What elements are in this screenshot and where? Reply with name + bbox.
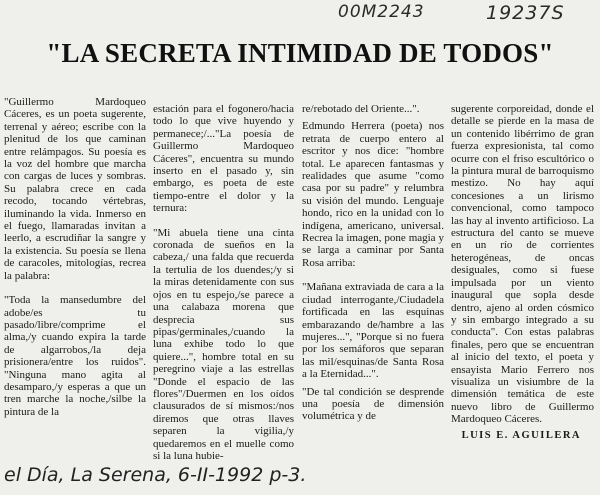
paragraph: "Toda la mansedumbre del adobe/es tu pasado/libre/comprime el alma,/y cuando expira la tarde de algarrobos,/la deja prisionera/entre los ruidos". "Ninguna mano agita al desamparo,/y esperas a que un tren marche la noche,/silbe la pintura de la	[4, 294, 146, 418]
paragraph: "Mi abuela tiene una cinta coronada de sueños en la cabeza,/ una falda que recuerda la tertulia de los duendes;/y si la miras detenidamente con sus ojos en tu espejo,/se parece a una calabaza morena que desprecia sus pipas/germinales,/cuando la luna exhibe todo lo que quiere...", hombre total en su peregrino viaje a las estrellas "Donde el espacio de las flores"/Duermen en los oídos clausurados de sí mismos:/nos diremos que otras llaves separen la vigilia,/y quedaremos en el muelle como si la luna hubie-	[153, 226, 294, 462]
author-byline: LUIS E. AGUILERA	[461, 430, 581, 441]
article-column-3	[302, 103, 444, 428]
handwritten-source-note: el Día, La Serena, 6-II-1992 p-3.	[4, 464, 307, 486]
article-column-2	[153, 103, 294, 467]
paragraph: "De tal condición se desprende una poesía de dimensión volumétrica y de	[302, 385, 444, 423]
paragraph: "Mañana extraviada de cara a la ciudad interrogante,/Ciudadela fortificada en las esquinas embarazando de/hambre a las mujeres...", "Porque si no fuera por los semáforos que separan las mil/esquinas/de Santa Rosa a la Eternidad...".	[302, 281, 444, 381]
paragraph: estación para el fogonero/hacia todo lo que vive huyendo y permanece;/..."La poesía de Guillermo Mardoqueo Cáceres", encuentra su mundo inserto en el pasado y, sin embargo, es poeta de este tiempo-entre el dolor y la ternura:	[153, 103, 294, 215]
paragraph: sugerente corporeidad, donde el detalle se pierde en la masa de un contenido libérrimo de gran fuerza expresionista, tal como ocurre con el friso escultórico o la pintura mural de barroquismo mestizo. No hay aquí concesiones a un lirismo convencional, como tampoco las hay al invento artificioso. La estructura del canto se mueve en un río de corrientes heterogéneas, de oncas desiguales, como si fuese impulsada por un viento inaugural que sopla desde dentro, ajeno al orden cósmico y sin embargo integrado a su conducta". Con estas palabras finales, pero que se encuentran al inicio del texto, el poeta y ensayista Mario Ferrero nos visualiza un visiumbre de la dimensión temática de este nuevo libro de Guillermo Mardoqueo Cáceres.	[451, 103, 594, 426]
article-column-1	[4, 96, 146, 423]
article-column-4	[451, 103, 594, 431]
article-title: "LA SECRETA INTIMIDAD DE TODOS"	[46, 38, 554, 68]
paragraph: Edmundo Herrera (poeta) nos retrata de cuerpo entero al escritor y nos dice: "hombre total. Le aparecen fantasmas y realidades que asume "como casa por su padre" y relumbra su visión del mundo. Lenguaje hondo, rico en la unidad con lo indígena, americano, universal. Recrea la imagen, pone magia y se larga a caminar por Santa Rosa arriba:	[302, 120, 444, 269]
paragraph: re/rebotado del Oriente...".	[302, 103, 420, 115]
handwritten-number: 19237S	[486, 2, 565, 24]
handwritten-id-code: 00M2243	[338, 2, 425, 22]
paragraph: "Guillermo Mardoqueo Cáceres, es un poeta sugerente, terrenal y aéreo; escribe con la plenitud de los que caminan entre relámpagos. Su poesía es la voz del hombre que marcha con cargas de luces y sombras. Su palabra crece en cada recodo, tocando vértebras, iluminando la vida. Inmerso en el fuego, llamaradas invitan a leerlo, a escrudiñar la sangre y la existencia. Su poesía se llena de caracoles, mitologías, recrea la palabra:	[4, 96, 146, 282]
